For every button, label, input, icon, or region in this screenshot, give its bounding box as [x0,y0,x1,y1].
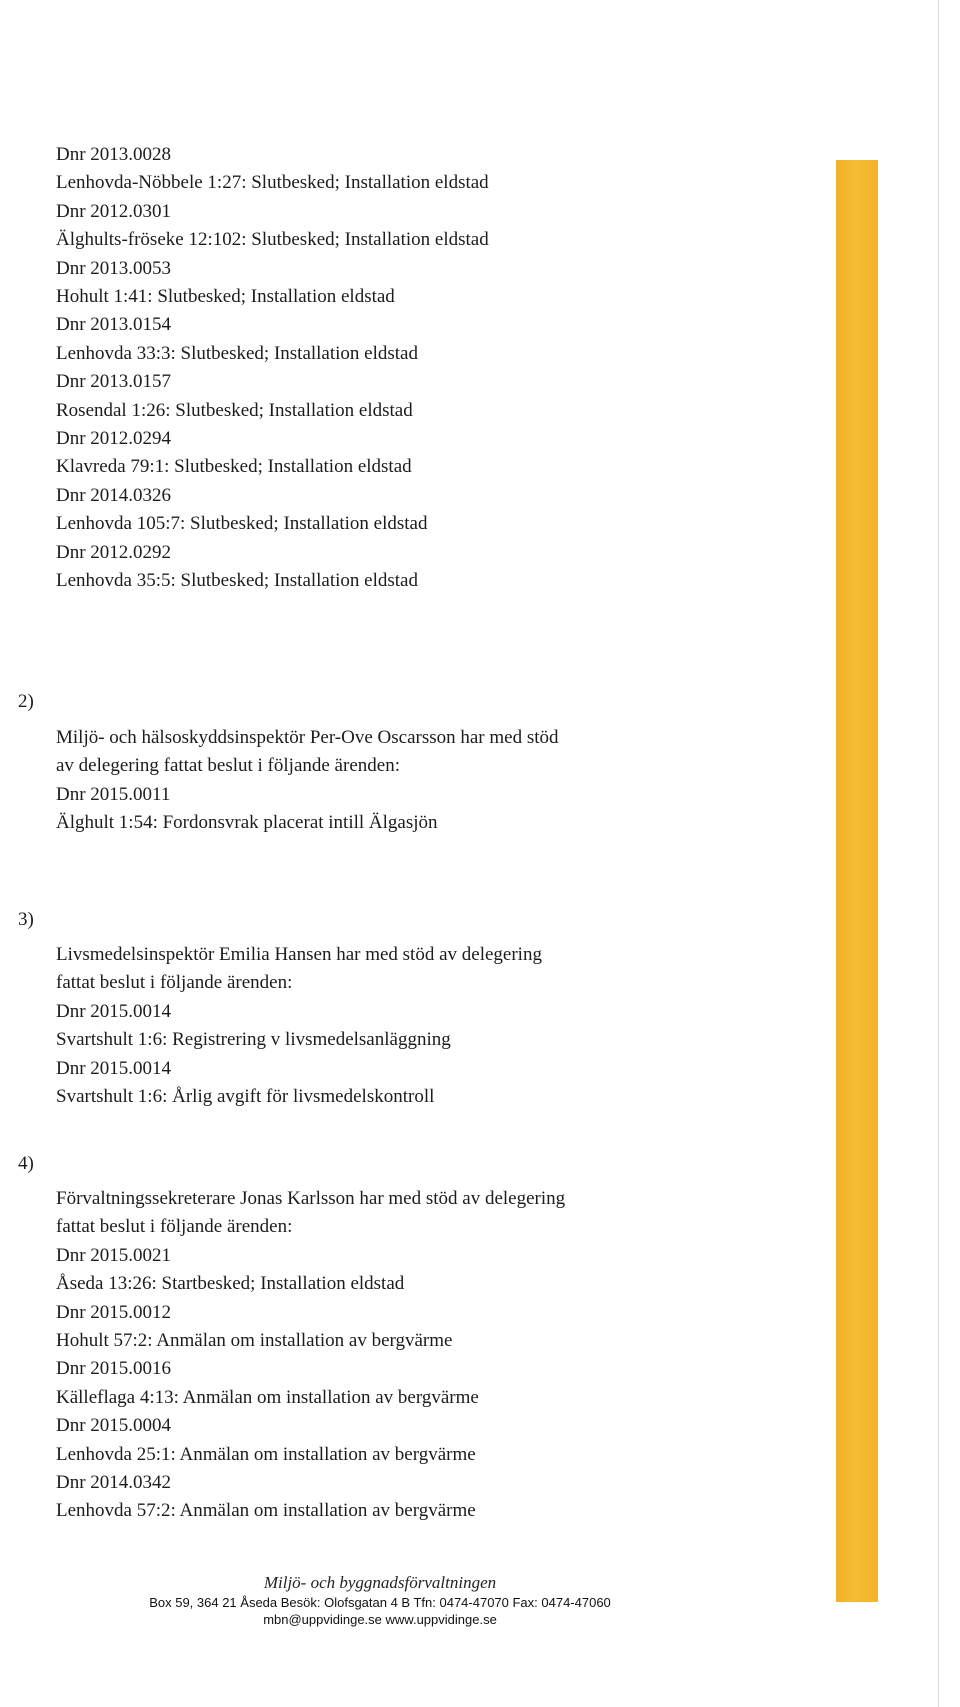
case-description: Lenhovda 25:1: Anmälan om installation av bergvärme [56,1443,476,1465]
footer-contact: mbn@uppvidinge.se www.uppvidinge.se [263,1612,497,1627]
case-description: Älghults-fröseke 12:102: Slutbesked; Installation eldstad [56,229,489,251]
decision-intro: fattat beslut i följande ärenden: [56,972,293,994]
case-number: Dnr 2015.0012 [56,1301,172,1323]
decision-intro: fattat beslut i följande ärenden: [56,1216,293,1238]
case-number: Dnr 2014.0342 [56,1472,172,1494]
case-description: Rosendal 1:26: Slutbesked; Installation eldstad [56,399,413,421]
case-description: Älghult 1:54: Fordonsvrak placerat intill Älgasjön [56,812,438,834]
case-description: Lenhovda 33:3: Slutbesked; Installation eldstad [56,342,418,364]
case-description: Hohult 57:2: Anmälan om installation av bergvärme [56,1330,453,1352]
section-4-body [56,1185,756,1526]
decision-intro: av delegering fattat beslut i följande ärenden: [56,755,400,777]
case-number: Dnr 2014.0326 [56,484,172,506]
decision-intro: Miljö- och hälsoskyddsinspektör Per-Ove Oscarsson har med stöd [56,727,559,748]
case-description: Lenhovda 57:2: Anmälan om installation av bergvärme [56,1500,476,1522]
case-description: Lenhovda 35:5: Slutbesked; Installation eldstad [56,570,418,592]
case-number: Dnr 2013.0028 [56,144,172,165]
case-description: Källeflaga 4:13: Anmälan om installation av bergvärme [56,1386,479,1408]
page-footer [90,1572,670,1628]
case-number: Dnr 2012.0301 [56,200,172,222]
case-number: Dnr 2015.0004 [56,1415,172,1437]
case-number: Dnr 2012.0294 [56,428,172,450]
footer-address: Box 59, 364 21 Åseda Besök: Olofsgatan 4 B Tfn: 0474-47070 Fax: 0474-47060 [149,1595,611,1610]
case-number: Dnr 2012.0292 [56,541,172,563]
section-1-list [56,141,756,596]
case-description: Åseda 13:26: Startbesked; Installation eldstad [56,1273,405,1295]
case-number: Dnr 2015.0014 [56,1057,172,1079]
case-number: Dnr 2013.0154 [56,314,172,336]
case-description: Lenhovda-Nöbbele 1:27: Slutbesked; Installation eldstad [56,172,489,194]
case-number: Dnr 2015.0021 [56,1244,172,1266]
case-description: Svartshult 1:6: Årlig avgift för livsmedelskontroll [56,1086,435,1108]
case-description: Klavreda 79:1: Slutbesked; Installation eldstad [56,456,412,478]
case-number: Dnr 2013.0157 [56,371,172,393]
footer-organization: Miljö- och byggnadsförvaltningen [263,1573,497,1592]
case-description: Lenhovda 105:7: Slutbesked; Installation eldstad [56,513,428,535]
case-number: Dnr 2015.0011 [56,783,171,805]
decision-intro: Livsmedelsinspektör Emilia Hansen har med stöd av delegering [56,944,542,965]
section-4-number: 4) [18,1153,34,1174]
section-3-number: 3) [18,909,34,930]
section-3-body [56,941,756,1111]
case-number: Dnr 2015.0016 [56,1358,172,1380]
section-2-number: 2) [18,691,34,712]
case-number: Dnr 2015.0014 [56,1000,172,1022]
case-description: Svartshult 1:6: Registrering v livsmedelsanläggning [56,1029,451,1051]
case-number: Dnr 2013.0053 [56,257,172,279]
decorative-accent-bar [836,160,878,1602]
page-edge-line [938,0,939,1707]
section-2-body [56,724,756,838]
decision-intro: Förvaltningssekreterare Jonas Karlsson har med stöd av delegering [56,1188,566,1209]
case-description: Hohult 1:41: Slutbesked; Installation eldstad [56,286,395,308]
